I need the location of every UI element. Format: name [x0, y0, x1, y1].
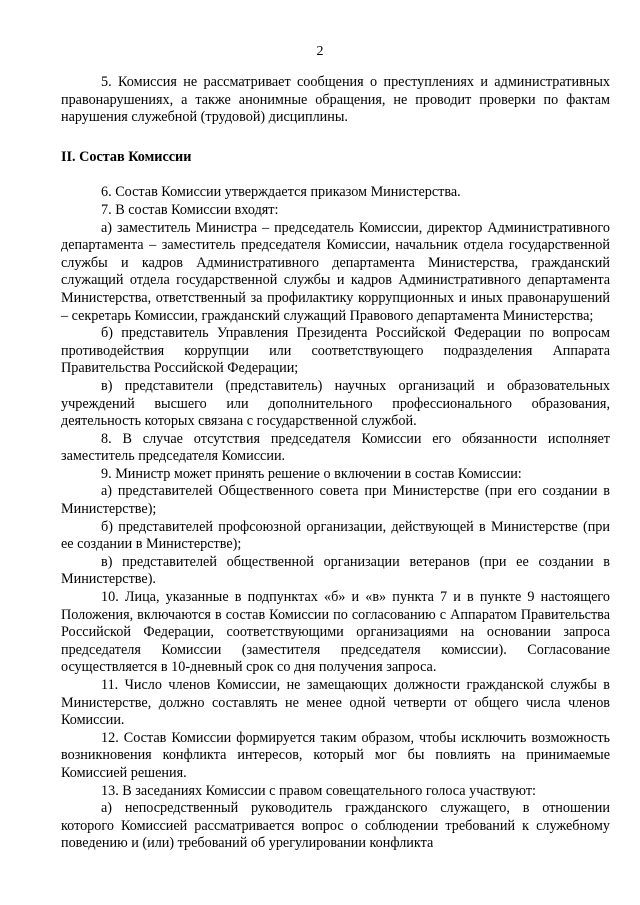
paragraph: 9. Министр может принять решение о включении в состав Комиссии: [101, 465, 522, 482]
paragraph: б) представитель Управления Президента Российской Федерации по вопросам противодействия коррупции или соответствующего подразделения Аппарата Правительства Российской Федерации; [61, 325, 610, 377]
paragraph: б) представителей профсоюзной организации, действующей в Министерстве (при ее создании в Министерстве); [61, 518, 610, 553]
paragraph: в) представители (представитель) научных организаций и образовательных учреждений высшего или дополнительного профессионального образования, деятельность которых связана с государственной службой. [61, 377, 610, 430]
paragraph: в) представителей общественной организации ветеранов (при ее создании в Министерстве). [61, 553, 610, 588]
paragraph: 10. Лица, указанные в подпунктах «б» и «в» пункта 7 и в пункте 9 настоящего Положения, включаются в состав Комиссии по согласованию с Аппаратом Правительства Российской Федерации, соответствующими организациями на основании запроса председателя Комиссии (заместителя председателя комиссии). Согласование осуществляется в 10-дневный срок со дня получения запроса. [61, 589, 610, 676]
paragraph: а) представителей Общественного совета при Министерстве (при его создании в Министерстве); [61, 483, 610, 518]
paragraph: 11. Число членов Комиссии, не замещающих должности гражданской службы в Министерстве, должно составлять не менее одной четверти от общего числа членов Комиссии. [61, 677, 610, 729]
paragraph: 7. В состав Комиссии входят: [101, 201, 279, 218]
paragraph: 8. В случае отсутствия председателя Комиссии его обязанности исполняет заместитель председателя Комиссии. [61, 430, 610, 465]
paragraph: 6. Состав Комиссии утверждается приказом Министерства. [101, 184, 461, 201]
section-title: II. Состав Комиссии [61, 148, 192, 165]
paragraph-5: 5. Комиссия не рассматривает сообщения о преступлениях и административных правонарушениях, а также анонимные обращения, не проводит проверки по фактам нарушения служебной (трудовой) дисциплины. [61, 74, 610, 126]
paragraph: а) непосредственный руководитель гражданского служащего, в отношении которого Комиссией рассматривается вопрос о соблюдении требований к служебному поведению и (или) требований об урегулировании конфликта [61, 800, 610, 852]
paragraph: а) заместитель Министра – председатель Комиссии, директор Административного департамента – заместитель председателя Комиссии, начальник отдела государственной службы и кадров Административного департамента Министерства, гражданский служащий отдела государственной службы и кадров Административного департамента Министерства, ответственный за профилактику коррупционных и иных правонарушений – секретарь Комиссии, гражданский служащий Правового департамента Министерства; [61, 219, 610, 324]
document-body [61, 74, 610, 853]
page-number: 2 [316, 44, 324, 59]
paragraph: 13. В заседаниях Комиссии с правом совещательного голоса участвуют: [101, 782, 536, 799]
paragraph: 12. Состав Комиссии формируется таким образом, чтобы исключить возможность возникновения конфликта интересов, который мог бы повлиять на принимаемые Комиссией решения. [61, 729, 610, 781]
